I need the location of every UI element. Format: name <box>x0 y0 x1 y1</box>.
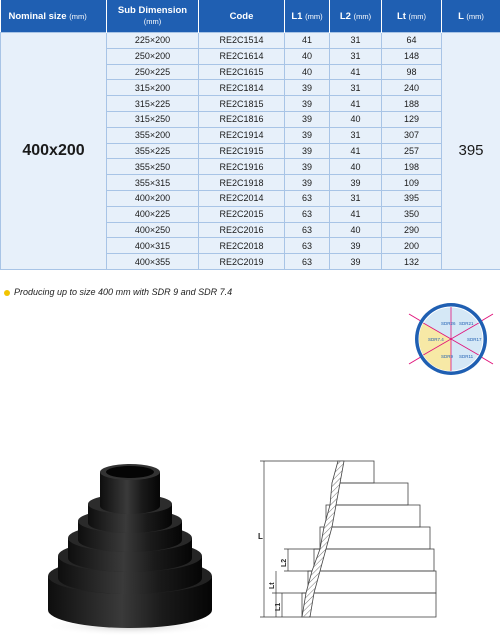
lt-cell: 188 <box>382 96 442 112</box>
l2-cell: 41 <box>330 143 382 159</box>
lt-cell: 148 <box>382 48 442 64</box>
sub-dimension-cell: 250×225 <box>107 64 199 80</box>
sdr17-label: SDR17 <box>467 337 482 342</box>
header-l1: L1 (mm) <box>285 0 330 33</box>
dim-L-label: L <box>258 532 263 541</box>
l1-cell: 63 <box>285 238 330 254</box>
dim-L1-label: L1 <box>275 602 282 611</box>
sub-dimension-cell: 400×355 <box>107 254 199 270</box>
l1-cell: 40 <box>285 64 330 80</box>
lt-cell: 129 <box>382 111 442 127</box>
lt-cell: 109 <box>382 175 442 191</box>
lt-cell: 64 <box>382 33 442 49</box>
code-cell: RE2C1814 <box>199 80 285 96</box>
header-sub: Sub Dimension (mm) <box>107 0 199 33</box>
l2-cell: 40 <box>330 159 382 175</box>
l1-cell: 63 <box>285 190 330 206</box>
code-cell: RE2C1615 <box>199 64 285 80</box>
lt-cell: 240 <box>382 80 442 96</box>
sub-dimension-cell: 355×315 <box>107 175 199 191</box>
l2-cell: 40 <box>330 222 382 238</box>
reducer-photo-icon <box>40 458 220 638</box>
sub-dimension-cell: 400×315 <box>107 238 199 254</box>
l1-cell: 63 <box>285 206 330 222</box>
sdr-pie-icon <box>404 292 498 386</box>
technical-drawing-icon <box>250 455 460 635</box>
sub-dimension-cell: 315×225 <box>107 96 199 112</box>
code-cell: RE2C1614 <box>199 48 285 64</box>
code-cell: RE2C1514 <box>199 33 285 49</box>
sdr9-label: SDR9 <box>441 354 454 359</box>
l1-cell: 40 <box>285 48 330 64</box>
code-cell: RE2C2016 <box>199 222 285 238</box>
code-cell: RE2C1815 <box>199 96 285 112</box>
table-body <box>1 33 500 270</box>
l2-cell: 41 <box>330 64 382 80</box>
code-cell: RE2C1816 <box>199 111 285 127</box>
l2-cell: 40 <box>330 111 382 127</box>
l2-cell: 41 <box>330 206 382 222</box>
nominal-size-cell: 400x200 <box>1 33 107 270</box>
l1-cell: 39 <box>285 80 330 96</box>
sub-dimension-cell: 315×250 <box>107 111 199 127</box>
lt-cell: 290 <box>382 222 442 238</box>
spec-table <box>0 0 500 270</box>
sub-dimension-cell: 400×250 <box>107 222 199 238</box>
lt-cell: 307 <box>382 127 442 143</box>
header-nominal: Nominal size (mm) <box>1 0 107 33</box>
l2-cell: 39 <box>330 175 382 191</box>
code-cell: RE2C1915 <box>199 143 285 159</box>
note <box>4 287 232 297</box>
l2-cell: 39 <box>330 254 382 270</box>
l1-cell: 41 <box>285 33 330 49</box>
table-row <box>1 33 500 49</box>
sub-dimension-cell: 400×225 <box>107 206 199 222</box>
code-cell: RE2C1918 <box>199 175 285 191</box>
note-text: Producing up to size 400 mm with SDR 9 and SDR 7.4 <box>14 287 233 297</box>
sdr11-label: SDR11 <box>459 354 474 359</box>
l2-cell: 39 <box>330 238 382 254</box>
lt-cell: 395 <box>382 190 442 206</box>
lt-cell: 198 <box>382 159 442 175</box>
lt-cell: 200 <box>382 238 442 254</box>
sub-dimension-cell: 355×200 <box>107 127 199 143</box>
code-cell: RE2C2019 <box>199 254 285 270</box>
header-l: L (mm) <box>442 0 500 33</box>
l2-cell: 31 <box>330 33 382 49</box>
header-code: Code <box>199 0 285 33</box>
code-cell: RE2C2015 <box>199 206 285 222</box>
l2-cell: 31 <box>330 190 382 206</box>
l2-cell: 31 <box>330 80 382 96</box>
dim-L2-label: L2 <box>281 558 288 567</box>
lt-cell: 257 <box>382 143 442 159</box>
table-header-row <box>1 0 500 33</box>
dim-Lt-label: Lt <box>269 582 276 589</box>
sdr74-label: SDR7.4 <box>428 337 444 342</box>
l1-cell: 39 <box>285 159 330 175</box>
l2-cell: 31 <box>330 48 382 64</box>
header-l2: L2 (mm) <box>330 0 382 33</box>
sub-dimension-cell: 355×225 <box>107 143 199 159</box>
sub-dimension-cell: 355×250 <box>107 159 199 175</box>
code-cell: RE2C2018 <box>199 238 285 254</box>
sub-dimension-cell: 400×200 <box>107 190 199 206</box>
l1-cell: 39 <box>285 111 330 127</box>
sdr26-label: SDR26 <box>441 321 456 326</box>
l2-cell: 41 <box>330 96 382 112</box>
l-value-cell: 395 <box>442 33 500 270</box>
lt-cell: 350 <box>382 206 442 222</box>
lt-cell: 98 <box>382 64 442 80</box>
sub-dimension-cell: 225×200 <box>107 33 199 49</box>
l1-cell: 39 <box>285 96 330 112</box>
code-cell: RE2C1916 <box>199 159 285 175</box>
code-cell: RE2C1914 <box>199 127 285 143</box>
l1-cell: 63 <box>285 222 330 238</box>
code-cell: RE2C2014 <box>199 190 285 206</box>
sdr21-label: SDR21 <box>459 321 474 326</box>
l2-cell: 31 <box>330 127 382 143</box>
sub-dimension-cell: 250×200 <box>107 48 199 64</box>
l1-cell: 39 <box>285 175 330 191</box>
dot-icon <box>4 290 10 296</box>
l1-cell: 63 <box>285 254 330 270</box>
header-lt: Lt (mm) <box>382 0 442 33</box>
l1-cell: 39 <box>285 143 330 159</box>
lt-cell: 132 <box>382 254 442 270</box>
sub-dimension-cell: 315×200 <box>107 80 199 96</box>
l1-cell: 39 <box>285 127 330 143</box>
